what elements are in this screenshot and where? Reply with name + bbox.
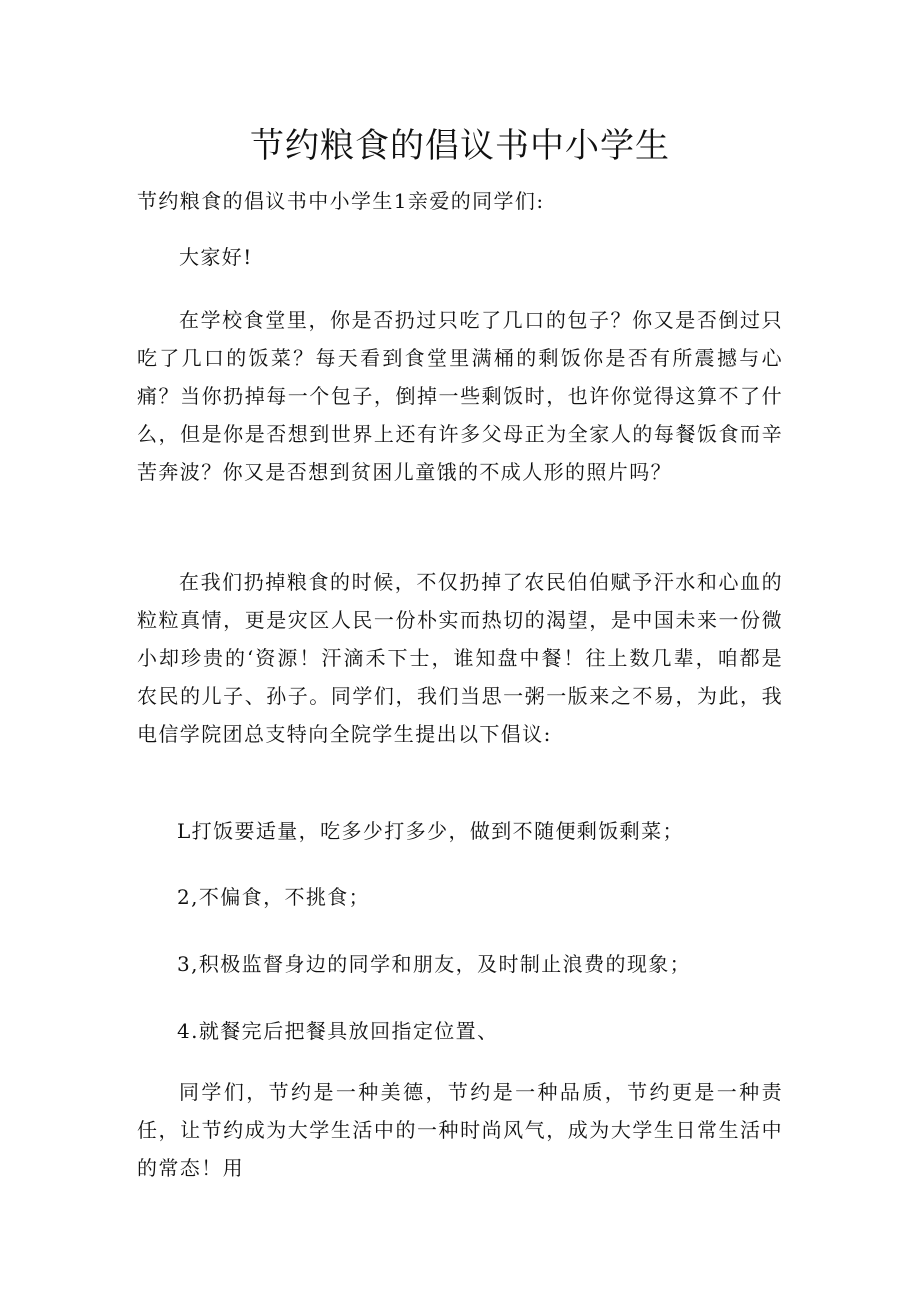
proposal-item-1: L打饭要适量，吃多少打多少，做到不随便剩饭剩菜； <box>177 819 684 843</box>
closing-paragraph: 同学们，节约是一种美德，节约是一种品质，节约更是一种责任，让节约成为大学生活中的一种时尚风气，成为大学生日常生活中的常态！用 <box>137 1080 783 1180</box>
proposal-item-4: 4.就餐完后把餐具放回指定位置、 <box>177 1019 499 1043</box>
document-title: 节约粮食的倡议书中小学生 <box>250 126 670 166</box>
proposal-item-3: 3,积极监督身边的同学和朋友，及时制止浪费的现象； <box>177 952 692 976</box>
paragraph-1: 在学校食堂里，你是否扔过只吃了几口的包子？你又是否倒过只吃了几口的饭菜？每天看到食堂里满桶的剩饭你是否有所震撼与心痛？当你扔掉每一个包子，倒掉一些剩饭时，也许你觉得这算不了什么，但是你是否想到世界上还有许多父母正为全家人的每餐饭食而辛苦奔波？你又是否想到贫困儿童饿的不成人形的照片吗？ <box>137 308 783 484</box>
greeting: 大家好! <box>179 245 253 269</box>
intro-line: 节约粮食的倡议书中小学生1亲爱的同学们: <box>137 189 545 213</box>
paragraph-2: 在我们扔掉粮食的时候，不仅扔掉了农民伯伯赋予汗水和心血的粒粒真情，更是灾区人民一份朴实而热切的渴望，是中国未来一份微小却珍贵的‘资源！汗滴禾下士，谁知盘中餐！往上数几辈，咱都是农民的儿子、孙子。同学们，我们当思一粥一版来之不易，为此，我电信学院团总支特向全院学生提出以下倡议: <box>137 570 783 746</box>
proposal-item-2: 2,不偏食，不挑食； <box>177 885 371 909</box>
